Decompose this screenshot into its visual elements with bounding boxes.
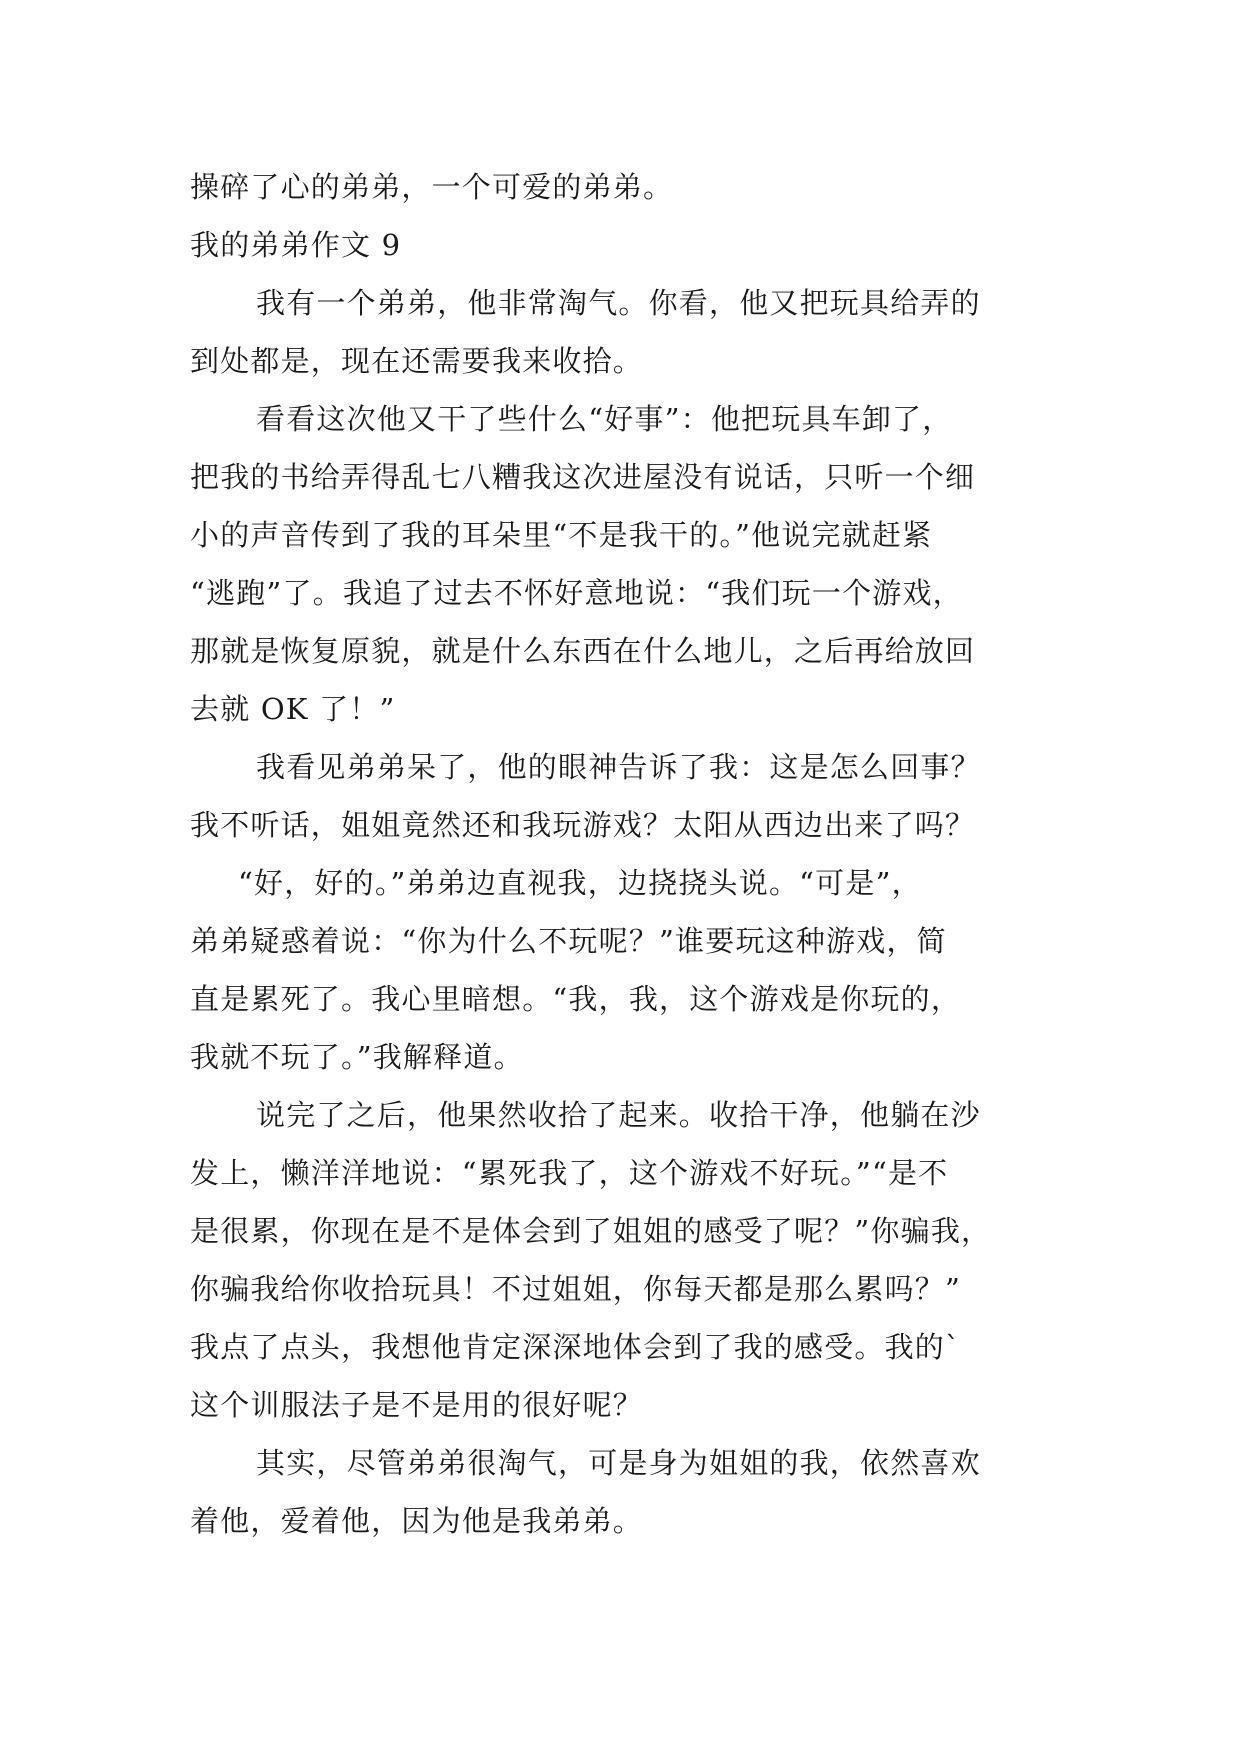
paragraph-2-line-3: 小的声音传到了我的耳朵里“不是我干的。”他说完就赶紧	[190, 518, 933, 552]
paragraph-5-line-4: 你骗我给你收拾玩具！不过姐姐，你每天都是那么累吗？”	[190, 1272, 962, 1306]
paragraph-2-line-5: 那就是恢复原貌，就是什么东西在什么地儿，之后再给放回	[190, 634, 976, 668]
paragraph-2-line-4: “逃跑”了。我追了过去不怀好意地说：“我们玩一个游戏，	[190, 576, 963, 610]
paragraph-5-line-2: 发上，懒洋洋地说：“累死我了，这个游戏不好玩。”“是不	[190, 1156, 949, 1190]
paragraph-2-line-1: 看看这次他又干了些什么“好事”：他把玩具车卸了，	[256, 402, 953, 436]
paragraph-4-line-2: 弟弟疑惑着说：“你为什么不玩呢？”谁要玩这种游戏，简	[190, 924, 947, 958]
essay-body	[190, 158, 1060, 1550]
paragraph-5-line-1: 说完了之后，他果然收拾了起来。收拾干净，他躺在沙	[256, 1098, 981, 1132]
paragraph-5-line-3: 是很累，你现在是不是体会到了姐姐的感受了呢？”你骗我，	[190, 1214, 992, 1248]
paragraph-6-line-2: 着他，爱着他，因为他是我弟弟。	[190, 1504, 644, 1538]
paragraph-3-line-1: 我看见弟弟呆了，他的眼神告诉了我：这是怎么回事？	[256, 750, 981, 784]
paragraph-2-line-6: 去就 OK 了！”	[190, 692, 396, 726]
paragraph-5-line-5: 我点了点头，我想他肯定深深地体会到了我的感受。我的`	[190, 1330, 961, 1364]
text-line-continuation: 操碎了心的弟弟，一个可爱的弟弟。	[190, 170, 674, 204]
paragraph-2-line-2: 把我的书给弄得乱七八糟我这次进屋没有说话，只听一个细	[190, 460, 976, 494]
paragraph-4-line-4: 我就不玩了。”我解释道。	[190, 1040, 524, 1074]
paragraph-4-line-3: 直是累死了。我心里暗想。“我，我，这个游戏是你玩的，	[190, 982, 962, 1016]
paragraph-3-line-2: 我不听话，姐姐竟然还和我玩游戏？太阳从西边出来了吗？	[190, 808, 976, 842]
paragraph-1-line-2: 到处都是，现在还需要我来收拾。	[190, 344, 644, 378]
paragraph-5-line-6: 这个训服法子是不是用的很好呢？	[190, 1388, 644, 1422]
paragraph-6-line-1: 其实，尽管弟弟很淘气，可是身为姐姐的我，依然喜欢	[256, 1446, 981, 1480]
essay-title: 我的弟弟作文 9	[190, 228, 402, 262]
paragraph-4-line-1: “好，好的。”弟弟边直视我，边挠挠头说。“可是”，	[238, 866, 922, 900]
paragraph-1-line-1: 我有一个弟弟，他非常淘气。你看，他又把玩具给弄的	[256, 286, 981, 320]
